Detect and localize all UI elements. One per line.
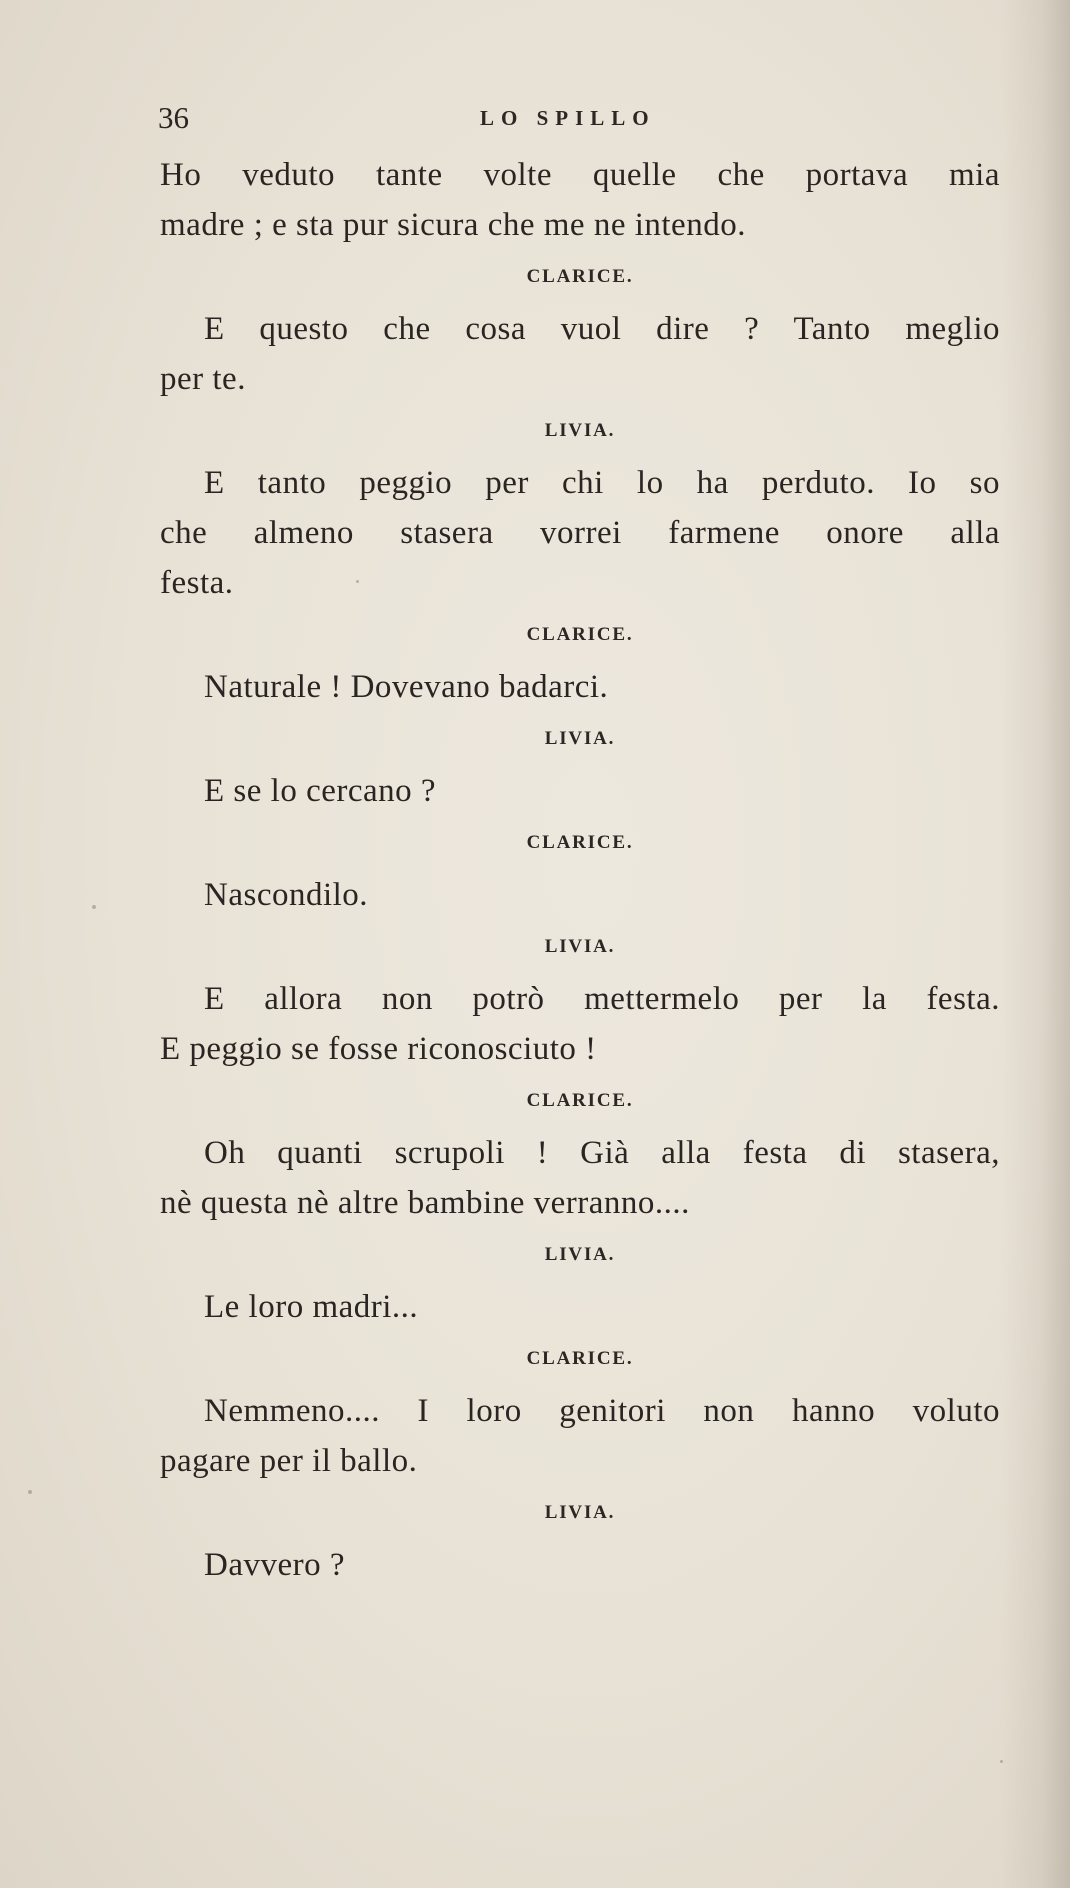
paper-speck: [28, 1490, 32, 1494]
speaker-name: LIVIA.: [544, 936, 616, 957]
text-line: Ho veduto tante volte quelle che portava mia: [160, 157, 1000, 193]
text-line: E tanto peggio per chi lo ha perduto. Io so: [204, 465, 1000, 501]
text-line: Davvero ?: [204, 1547, 346, 1583]
text-line: Nascondilo.: [204, 877, 369, 913]
text-line: per te.: [160, 361, 246, 397]
speaker-name: CLARICE.: [526, 1090, 634, 1111]
page-edge-shadow: [1000, 0, 1070, 1888]
text-line: E peggio se fosse riconosciuto !: [160, 1031, 597, 1067]
text-line: nè questa nè altre bambine verranno....: [160, 1185, 690, 1221]
paper-speck: [92, 905, 96, 909]
speaker-name: LIVIA.: [544, 1244, 616, 1265]
speaker-name: LIVIA.: [544, 1502, 616, 1523]
text-line: che almeno stasera vorrei farmene onore alla: [160, 515, 1000, 551]
page-number: 36: [158, 100, 189, 135]
text-line: pagare per il ballo.: [160, 1443, 418, 1479]
dialogue-text: [160, 150, 1000, 1590]
speaker-name: LIVIA.: [544, 728, 616, 749]
text-line: Nemmeno.... I loro genitori non hanno voluto: [204, 1393, 1000, 1429]
speaker-name: CLARICE.: [526, 266, 634, 287]
speaker-name: CLARICE.: [526, 832, 634, 853]
text-line: Naturale ! Dovevano badarci.: [204, 669, 609, 705]
speaker-name: CLARICE.: [526, 1348, 634, 1369]
text-line: E se lo cercano ?: [204, 773, 437, 809]
running-title: LO SPILLO: [480, 106, 656, 130]
speaker-name: LIVIA.: [544, 420, 616, 441]
speaker-name: CLARICE.: [526, 624, 634, 645]
text-line: madre ; e sta pur sicura che me ne intendo.: [160, 207, 746, 243]
page-header: [158, 100, 998, 140]
text-line: E allora non potrò mettermelo per la festa.: [204, 981, 1000, 1017]
text-line: festa.: [160, 565, 234, 601]
text-line: Le loro madri...: [204, 1289, 419, 1325]
text-line: E questo che cosa vuol dire ? Tanto meglio: [204, 311, 1000, 347]
text-line: Oh quanti scrupoli ! Già alla festa di stasera,: [204, 1135, 1000, 1171]
paper-speck: [1000, 1760, 1003, 1763]
